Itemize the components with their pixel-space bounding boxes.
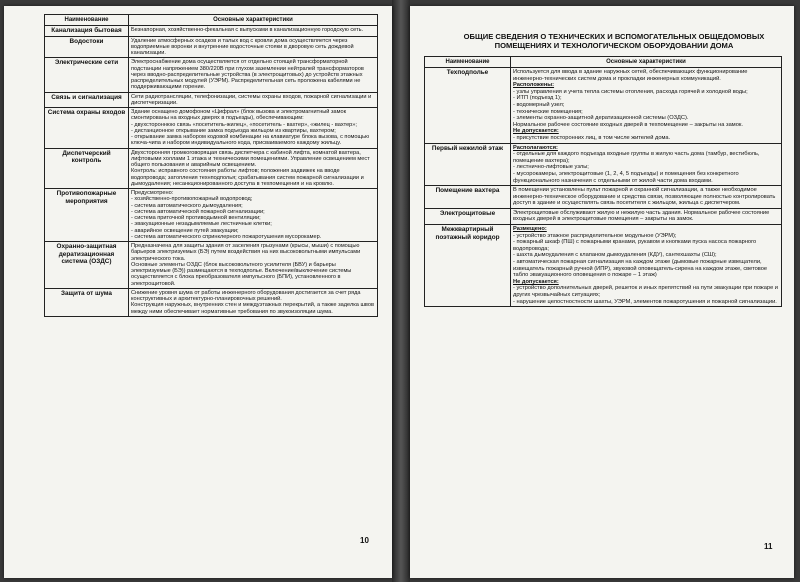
row-characteristics: [129, 288, 378, 316]
characteristic-line: - двухстороннюю связь «посетитель-жилец», «посетитель - вахтер», «жилец - вахтер»;: [131, 121, 357, 128]
row-characteristics: [129, 189, 378, 242]
row-characteristics: [511, 143, 782, 186]
row-name: Противопожарные мероприятия: [45, 189, 129, 242]
table-row: [45, 36, 378, 58]
characteristic-line: - эвакуационные незадымляемые лестничные клетки;: [131, 221, 272, 228]
characteristic-line: Электрощитовые обслуживают жилую и нежилую часть здания. Нормальное рабочее состояние входных дверей в электрощитовые помещения – закрыты на замок.: [513, 209, 770, 223]
row-characteristics: [511, 68, 782, 144]
row-characteristics: [129, 26, 378, 37]
characteristic-line: Предназначена для защиты здания от заселения грызунами (крысы, мыши) с помощью барьеров электризуемых (БЭ) путем воздействия на них высоковольтными импульсами электрического тока.: [131, 243, 361, 262]
characteristic-line: Конструкция наружных, внутренних стен и междуэтажных перекрытий, а также заделка швов между ними обеспечивает нормативные требования по звукоизоляции шума.: [131, 302, 374, 315]
col-header-characteristics: Основные характеристики: [129, 15, 378, 26]
characteristic-line: - аварийное освещение путей эвакуации;: [131, 227, 239, 234]
page-heading: ОБЩИЕ СВЕДЕНИЯ О ТЕХНИЧЕСКИХ И ВСПОМОГАТЕЛЬНЫХ ОБЩЕДОМОВЫХ ПОМЕЩЕНИЯХ И ТЕХНОЛОГИЧЕСКОМ ОБОРУДОВАНИИ ДОМА: [463, 32, 765, 50]
characteristic-line: - дистанционное открывание замка подъезда жильцом из квартиры, вахтером;: [131, 127, 336, 134]
col-header-name: Наименование: [45, 15, 129, 26]
characteristic-line: Расположены:: [513, 82, 555, 89]
characteristic-line: - устройство дополнительных дверей, решеток и иных препятствий на пути эвакуации при пожаре и других чрезвычайных ситуациях;: [513, 285, 778, 298]
characteristic-line: Удаление атмосферных осадков и талых вод с кровли дома осуществляется через водоприемные воронки и внутренние водосточные стояки в дворовую сеть дождевой канализации.: [131, 37, 354, 56]
row-characteristics: [511, 208, 782, 224]
table-row: [45, 288, 378, 316]
table-row: [425, 225, 782, 307]
characteristic-line: - система приточной противодымной вентиляции;: [131, 215, 261, 221]
right-spec-table: [424, 56, 782, 307]
characteristic-line: - присутствие посторонних лиц, в том числе жителей дома.: [513, 134, 671, 141]
book-gutter: [392, 0, 410, 582]
table-row: [425, 143, 782, 186]
row-name: Помещение вахтера: [425, 186, 511, 209]
col-header-characteristics: Основные характеристики: [511, 57, 782, 68]
row-name: Первый нежилой этаж: [425, 143, 511, 186]
table-row: [45, 242, 378, 289]
table-row: [45, 26, 378, 37]
table-row: [45, 148, 378, 189]
row-characteristics: [129, 92, 378, 108]
table-row: [45, 58, 378, 92]
characteristic-line: Размещено:: [513, 226, 547, 233]
table-row: [425, 208, 782, 224]
row-name: Водостоки: [45, 36, 129, 58]
table-row: [425, 68, 782, 144]
page-number: 10: [360, 536, 369, 545]
characteristic-line: - хозяйственно-противопожарный водопровод;: [131, 196, 253, 203]
row-name: Электрощитовые: [425, 208, 511, 224]
characteristic-line: - открывание замка набором кодовой комбинации на клавиатуре блока вызова, с помощью ключа-чипа и набором индивидуального кода, присваиваемого каждому жильцу.: [131, 134, 370, 147]
characteristic-line: - элементы охранно-защитной дератизационной системы (ОЗДС).: [513, 115, 689, 122]
characteristic-line: - лестнично-лифтовые узлы;: [513, 164, 589, 171]
table-row: [45, 189, 378, 242]
characteristic-line: - технические помещения;: [513, 108, 583, 115]
characteristic-line: - мусорокамеры, электрощитовые (1, 2, 4, 5 подъезды) и помещения без конкретного функционального назначения с отдельными от жилой части дома входами.: [513, 170, 739, 184]
row-name: Охранно-защитная дератизационная система (ОЗДС): [45, 242, 129, 289]
row-name: Техподполье: [425, 68, 511, 144]
row-characteristics: [129, 148, 378, 189]
characteristic-line: Сети радиотрансляции, телефонизации, системы охраны входов, пожарной сигнализации и диспетчеризации.: [131, 93, 372, 106]
left-spec-table: [44, 14, 378, 317]
row-name: Система охраны входов: [45, 108, 129, 149]
row-characteristics: [129, 242, 378, 289]
col-header-name: Наименование: [425, 57, 511, 68]
characteristic-line: Предусмотрено:: [131, 190, 174, 196]
row-name: Защита от шума: [45, 288, 129, 316]
characteristic-line: - нарушение целостностности шахты, УЭРМ, элементов пожаротушения и пожарной сигнализации.: [513, 298, 777, 305]
right-page: [410, 6, 794, 578]
characteristic-line: Не допускается:: [513, 128, 559, 135]
characteristic-line: - узлы управления и учета тепла системы отопления, расхода горячей и холодной воды;: [513, 88, 748, 95]
characteristic-line: Нормальное рабочее состояние входных дверей в техпомещение – закрыты на замок.: [513, 121, 743, 128]
characteristic-line: - пожарный шкаф (ПШ) с пожарными кранами, рукавом и кнопками пуска насоса пожарного водопровода;: [513, 239, 757, 252]
row-characteristics: [511, 186, 782, 209]
characteristic-line: Снижение уровня шума от работы инженерного оборудования достигается за счет ряда конструктивных и архитектурно-планировочных решений.: [131, 289, 361, 302]
characteristic-line: Используется для ввода в здание наружных сетей, обеспечивающих функционирование инженерно-технических систем дома и прокладки инженерных коммуникаций.: [513, 69, 748, 82]
characteristic-line: - устройство этажное распределительное модульное (УЭРМ);: [513, 232, 677, 239]
characteristic-line: - автоматическая пожарная сигнализация на каждом этаже (дымовые пожарные извещатели, извещатель пожарный ручной (ИПР), звуковой оповещатель-сирена на каждом этаже, световое табло эвакуационного оповещения о пожаре – 1 этаж): [513, 259, 768, 279]
table-row: [425, 186, 782, 209]
row-name: Канализация бытовая: [45, 26, 129, 37]
table-row: [45, 92, 378, 108]
characteristic-line: - ИТП (подъезд 1);: [513, 95, 562, 102]
characteristic-line: - система автоматической пожарной сигнализации;: [131, 208, 265, 215]
characteristic-line: - шахта дымоудаления с клапаном дымоудаления (КДУ), сантехшахты (СШ);: [513, 252, 717, 259]
row-characteristics: [129, 36, 378, 58]
characteristic-line: Электроснабжение дома осуществляется от отдельно стоящей трансформаторной подстанции напряжением 380/220В при глухом заземлении нейтралей трансформаторов через вводно-распределительные устройства (в электрощитовых) до устройств этажных распределительных модулей (УЭРМ). Распределительная сеть проложена кабелями не поддерживающими горение.: [131, 59, 364, 91]
row-characteristics: [129, 58, 378, 92]
row-name: Связь и сигнализация: [45, 92, 129, 108]
row-name: Диспетчерский контроль: [45, 148, 129, 189]
row-name: Электрические сети: [45, 58, 129, 92]
characteristic-line: Основные элементы ОЗДС (блок высоковольтного усилителя (БВУ) и барьеры электризуемые (БЭ)) размещаются в техподполье. Включение/выключение системы осуществляется с блока преобразователя импульсного (БПИ), установленного в электрощитовой.: [131, 261, 352, 287]
characteristic-line: - водомерный узел;: [513, 101, 565, 108]
characteristic-line: Двухсторонняя громкоговорящая связь диспетчера с кабиной лифта, комнатой вахтера, лифтовыми холлами 1 этажа и техническими помещениями. Управление освещением мест общего пользования и аварийным освещением.: [131, 149, 370, 168]
table-row: [45, 108, 378, 149]
left-page: [4, 6, 392, 578]
row-characteristics: [129, 108, 378, 149]
characteristic-line: В помещении установлены пульт пожарной и охранной сигнализации, а также необходимое инженерно-техническое оборудование и средства связи, позволяющие полностью контролировать доступ в здание и осуществлять связь посетителя с жильцом, жильца с диспетчером.: [513, 187, 776, 207]
characteristic-line: Контроль: исправного состояния работы лифтов; положения задвижек на вводе водопровода; затопления технподполья; срабатывания систем пожарной сигнализации и дымоудаления; несанкционированного доступа в техпомещения и на кровлю.: [131, 168, 364, 187]
characteristic-line: - отдельные для каждого подъезда входные группы в жилую часть дома (тамбур, вестибюль, помещение вахтера);: [513, 151, 760, 164]
characteristic-line: Располагаются:: [513, 144, 558, 151]
characteristic-line: Не допускается:: [513, 278, 559, 285]
characteristic-line: - система автоматического дымоудаления;: [131, 202, 243, 209]
row-name: Межквартирный поэтажный коридор: [425, 225, 511, 307]
characteristic-line: Здание оснащено домофоном «Цифрал» (блок вызова и электромагнитный замок смонтированы на входных дверях в подъезды), обеспечивающим:: [131, 109, 347, 122]
characteristic-line: Безнапорная, хозяйственно-фекальная с выпусками в канализационную городскую сеть.: [131, 27, 364, 33]
row-characteristics: [511, 225, 782, 307]
characteristic-line: - система автоматического спринклерного пожаротушения мусорокамер.: [131, 233, 322, 240]
page-number: 11: [764, 542, 773, 551]
